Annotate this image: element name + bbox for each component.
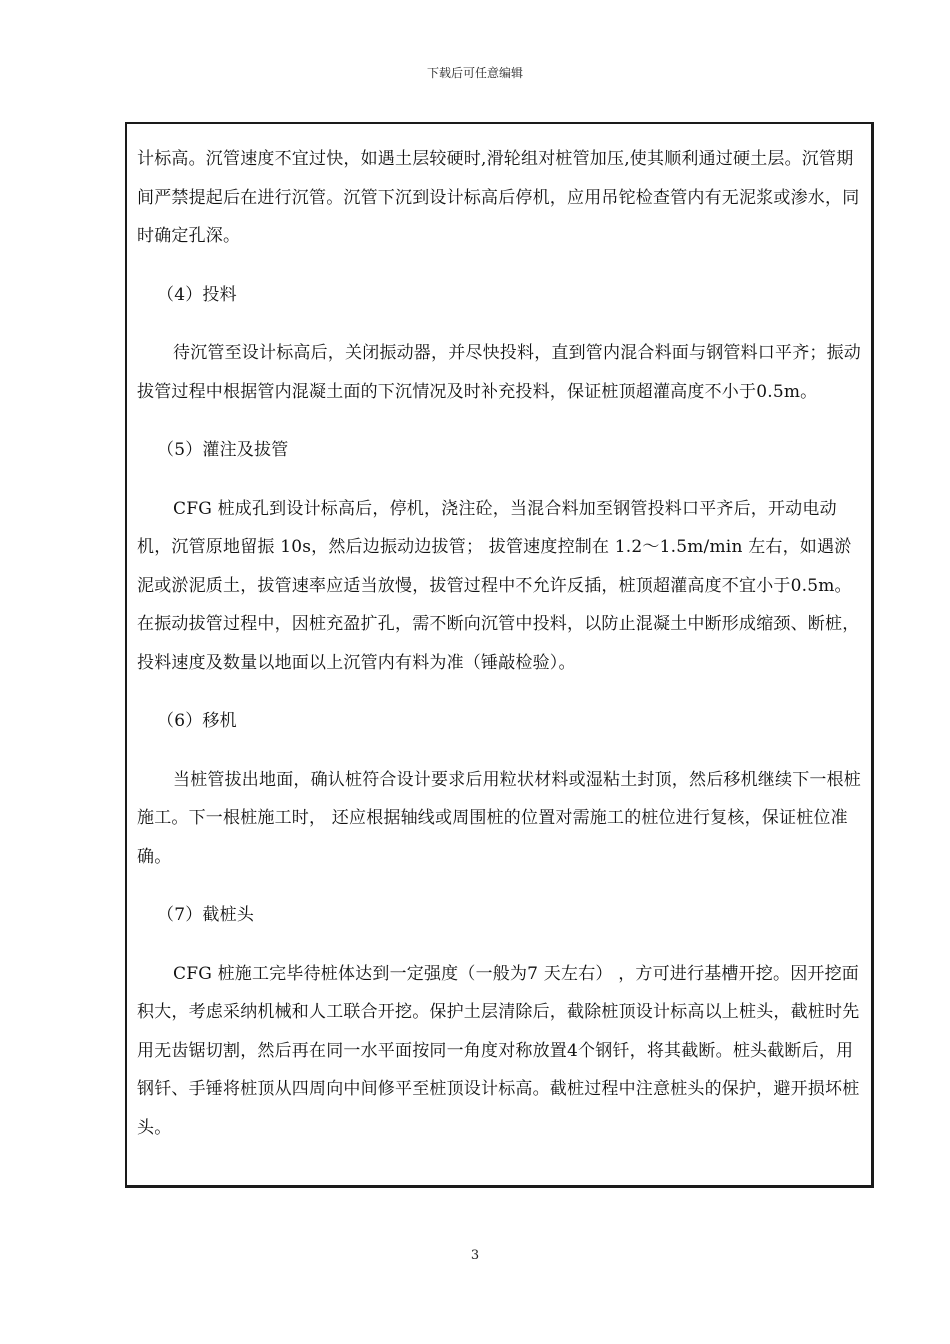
document-body — [137, 140, 864, 1147]
section-heading-pouring: （5）灌注及拔管 — [157, 440, 289, 460]
section-heading-cut-pile-head: （7）截桩头 — [157, 905, 255, 925]
paragraph-move-machine: 当桩管拔出地面，确认桩符合设计要求后用粒状材料或湿粘土封顶，然后移机继续下一根桩施工。下一根桩施工时， 还应根据轴线或周围桩的位置对需施工的桩位进行复核，保证桩位准确。 — [137, 769, 861, 867]
section-heading-move-machine: （6）移机 — [157, 711, 237, 731]
paragraph-pouring: CFG 桩成孔到设计标高后，停机，浇注砼，当混合料加至钢管投料口平齐后，开动电动机，沉管原地留振 10s，然后边振动边拔管； 拔管速度控制在 1.2～1.5m/min 左右，如遇淤泥或淤泥质土，拔管速率应适当放慢，拔管过程中不允许反插，桩顶超灌高度不宜小于0.5m。在振动拔管过程中，因桩充盈扩孔，需不断向沉管中投料，以防止混凝土中断形成缩颈、断桩，投料速度及数量以地面以上沉管内有料为准（锤敲检验）。 — [137, 498, 860, 673]
paragraph-feeding: 待沉管至设计标高后，关闭振动器，并尽快投料，直到管内混合料面与钢管料口平齐；振动拔管过程中根据管内混凝土面的下沉情况及时补充投料，保证桩顶超灌高度不小于0.5m。 — [137, 343, 861, 402]
section-heading-feeding: （4）投料 — [157, 284, 237, 305]
paragraph-cut-pile-head: CFG 桩施工完毕待桩体达到一定强度（一般为7 天左右） ，方可进行基槽开挖。因开挖面积大，考虑采纳机械和人工联合开挖。保护土层清除后，截除桩顶设计标高以上桩头，截桩时先用无齿锯切割，然后再在同一水平面按同一角度对称放置4个钢钎，将其截断。桩头截断后，用钢钎、手锤将桩顶从四周向中间修平至桩顶设计标高。截桩过程中注意桩头的保护，避开损坏桩头。 — [137, 963, 860, 1138]
paragraph-continuation: 计标高。沉管速度不宜过快，如遇土层较硬时,滑轮组对桩管加压,使其顺利通过硬土层。沉管期间严禁提起后在进行沉管。沉管下沉到设计标高后停机，应用吊铊检查管内有无泥浆或渗水，同时确定孔深。 — [137, 149, 860, 246]
page-header: 下载后可任意编辑 — [426, 66, 523, 80]
page-number: 3 — [470, 1248, 480, 1263]
